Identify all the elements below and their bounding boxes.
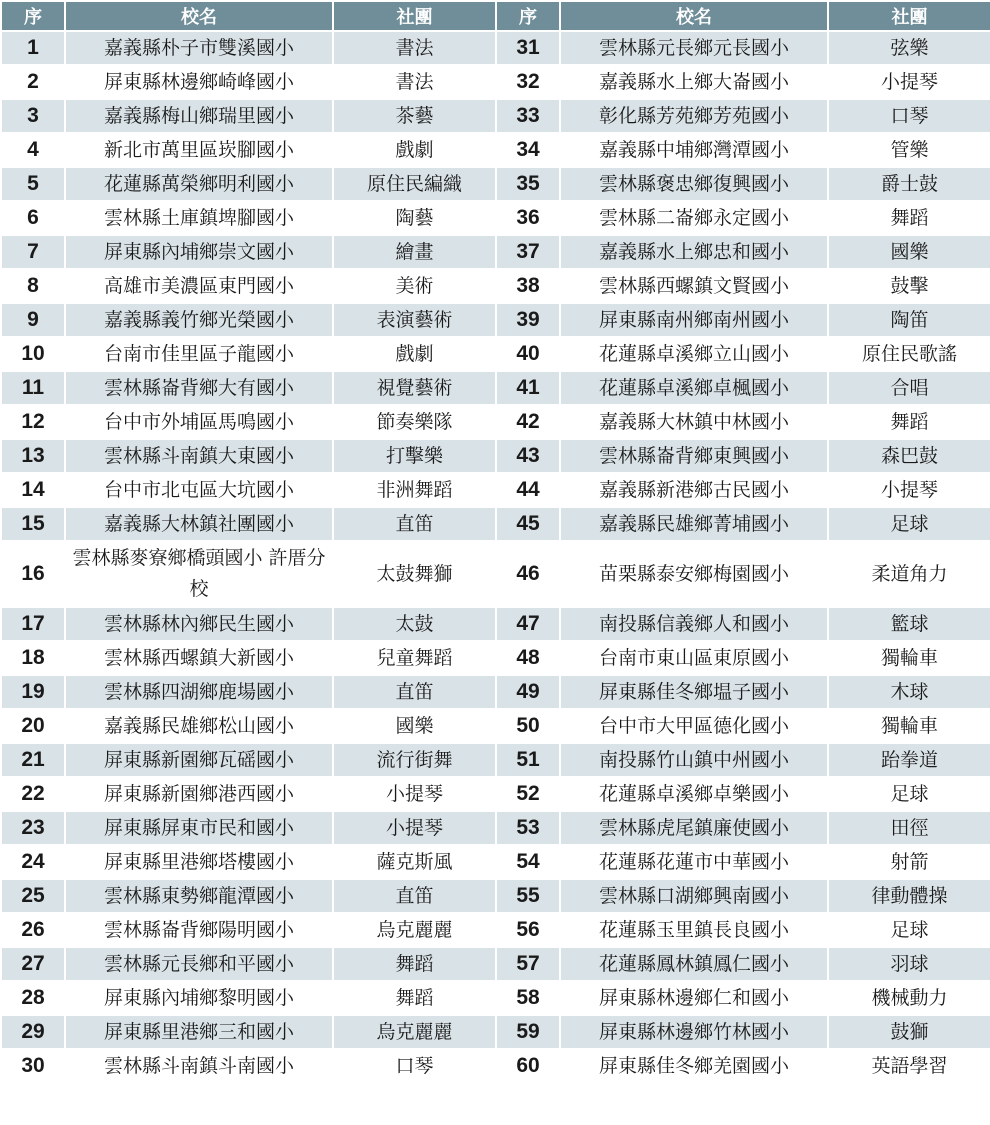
table-row <box>2 66 990 98</box>
club-name-cell: 戲劇 <box>334 134 495 166</box>
table-row <box>2 134 990 166</box>
school-name-cell: 屏東縣南州鄉南州國小 <box>561 304 827 336</box>
school-name-cell: 花蓮縣卓溪鄉立山國小 <box>561 338 827 370</box>
seq-cell: 36 <box>497 202 559 234</box>
school-name-cell: 屏東縣里港鄉三和國小 <box>66 1016 332 1048</box>
school-name-cell: 嘉義縣民雄鄉松山國小 <box>66 710 332 742</box>
seq-cell: 1 <box>2 32 64 64</box>
club-name-cell: 陶藝 <box>334 202 495 234</box>
club-name-cell: 兒童舞蹈 <box>334 642 495 674</box>
club-name-cell: 英語學習 <box>829 1050 990 1082</box>
school-name-cell: 嘉義縣梅山鄉瑞里國小 <box>66 100 332 132</box>
seq-cell: 23 <box>2 812 64 844</box>
school-name-cell: 新北市萬里區崁腳國小 <box>66 134 332 166</box>
seq-cell: 20 <box>2 710 64 742</box>
seq-cell: 24 <box>2 846 64 878</box>
school-name-cell: 高雄市美濃區東門國小 <box>66 270 332 302</box>
school-name-cell: 雲林縣元長鄉元長國小 <box>561 32 827 64</box>
school-name-cell: 雲林縣西螺鎮文賢國小 <box>561 270 827 302</box>
club-name-cell: 足球 <box>829 508 990 540</box>
club-name-cell: 律動體操 <box>829 880 990 912</box>
table-row <box>2 880 990 912</box>
seq-cell: 31 <box>497 32 559 64</box>
school-name-cell: 嘉義縣義竹鄉光榮國小 <box>66 304 332 336</box>
seq-cell: 9 <box>2 304 64 336</box>
school-name-cell: 台中市外埔區馬鳴國小 <box>66 406 332 438</box>
club-name-cell: 弦樂 <box>829 32 990 64</box>
seq-cell: 44 <box>497 474 559 506</box>
club-name-cell: 小提琴 <box>829 474 990 506</box>
school-name-cell: 花蓮縣萬榮鄉明利國小 <box>66 168 332 200</box>
seq-cell: 51 <box>497 744 559 776</box>
club-name-cell: 木球 <box>829 676 990 708</box>
header-club-left: 社團 <box>334 2 495 30</box>
club-name-cell: 薩克斯風 <box>334 846 495 878</box>
seq-cell: 27 <box>2 948 64 980</box>
club-name-cell: 烏克麗麗 <box>334 1016 495 1048</box>
seq-cell: 41 <box>497 372 559 404</box>
school-name-cell: 雲林縣東勢鄉龍潭國小 <box>66 880 332 912</box>
seq-cell: 14 <box>2 474 64 506</box>
school-name-cell: 花蓮縣鳳林鎮鳳仁國小 <box>561 948 827 980</box>
club-name-cell: 羽球 <box>829 948 990 980</box>
school-name-cell: 屏東縣內埔鄉崇文國小 <box>66 236 332 268</box>
table-row <box>2 710 990 742</box>
school-name-cell: 屏東縣新園鄉港西國小 <box>66 778 332 810</box>
school-name-cell: 嘉義縣朴子市雙溪國小 <box>66 32 332 64</box>
table-row <box>2 982 990 1014</box>
club-name-cell: 射箭 <box>829 846 990 878</box>
club-name-cell: 小提琴 <box>334 778 495 810</box>
seq-cell: 52 <box>497 778 559 810</box>
seq-cell: 57 <box>497 948 559 980</box>
club-name-cell: 非洲舞蹈 <box>334 474 495 506</box>
header-school-right: 校名 <box>561 2 827 30</box>
seq-cell: 34 <box>497 134 559 166</box>
club-name-cell: 口琴 <box>334 1050 495 1082</box>
seq-cell: 48 <box>497 642 559 674</box>
school-name-cell: 台南市佳里區子龍國小 <box>66 338 332 370</box>
club-name-cell: 舞蹈 <box>334 948 495 980</box>
club-name-cell: 書法 <box>334 32 495 64</box>
club-name-cell: 森巴鼓 <box>829 440 990 472</box>
seq-cell: 30 <box>2 1050 64 1082</box>
table-row <box>2 542 990 606</box>
table-row <box>2 508 990 540</box>
club-name-cell: 戲劇 <box>334 338 495 370</box>
header-seq-right: 序 <box>497 2 559 30</box>
club-name-cell: 美術 <box>334 270 495 302</box>
school-name-cell: 屏東縣林邊鄉竹林國小 <box>561 1016 827 1048</box>
seq-cell: 42 <box>497 406 559 438</box>
header-club-right: 社團 <box>829 2 990 30</box>
seq-cell: 15 <box>2 508 64 540</box>
club-name-cell: 獨輪車 <box>829 642 990 674</box>
school-name-cell: 屏東縣屏東市民和國小 <box>66 812 332 844</box>
seq-cell: 49 <box>497 676 559 708</box>
club-name-cell: 太鼓 <box>334 608 495 640</box>
header-seq-left: 序 <box>2 2 64 30</box>
seq-cell: 39 <box>497 304 559 336</box>
school-name-cell: 屏東縣佳冬鄉羌園國小 <box>561 1050 827 1082</box>
club-name-cell: 表演藝術 <box>334 304 495 336</box>
seq-cell: 50 <box>497 710 559 742</box>
school-name-cell: 嘉義縣大林鎮社團國小 <box>66 508 332 540</box>
school-name-cell: 花蓮縣卓溪鄉卓楓國小 <box>561 372 827 404</box>
club-name-cell: 柔道角力 <box>829 542 990 606</box>
club-name-cell: 田徑 <box>829 812 990 844</box>
club-name-cell: 舞蹈 <box>334 982 495 1014</box>
table-row <box>2 846 990 878</box>
school-name-cell: 嘉義縣民雄鄉菁埔國小 <box>561 508 827 540</box>
seq-cell: 29 <box>2 1016 64 1048</box>
school-name-cell: 嘉義縣新港鄉古民國小 <box>561 474 827 506</box>
club-name-cell: 節奏樂隊 <box>334 406 495 438</box>
seq-cell: 17 <box>2 608 64 640</box>
club-name-cell: 烏克麗麗 <box>334 914 495 946</box>
club-name-cell: 管樂 <box>829 134 990 166</box>
club-name-cell: 原住民編織 <box>334 168 495 200</box>
seq-cell: 56 <box>497 914 559 946</box>
table-row <box>2 236 990 268</box>
school-name-cell: 雲林縣口湖鄉興南國小 <box>561 880 827 912</box>
school-name-cell: 彰化縣芳苑鄉芳苑國小 <box>561 100 827 132</box>
school-name-cell: 雲林縣崙背鄉東興國小 <box>561 440 827 472</box>
club-name-cell: 直笛 <box>334 880 495 912</box>
table-row <box>2 1050 990 1082</box>
school-name-cell: 屏東縣佳冬鄉塭子國小 <box>561 676 827 708</box>
seq-cell: 40 <box>497 338 559 370</box>
table-row <box>2 270 990 302</box>
table-row <box>2 202 990 234</box>
seq-cell: 46 <box>497 542 559 606</box>
seq-cell: 16 <box>2 542 64 606</box>
school-name-cell: 雲林縣虎尾鎮廉使國小 <box>561 812 827 844</box>
school-name-cell: 屏東縣林邊鄉崎峰國小 <box>66 66 332 98</box>
seq-cell: 60 <box>497 1050 559 1082</box>
school-name-cell: 雲林縣麥寮鄉橋頭國小 許厝分校 <box>66 542 332 606</box>
seq-cell: 58 <box>497 982 559 1014</box>
school-name-cell: 花蓮縣卓溪鄉卓樂國小 <box>561 778 827 810</box>
table-row <box>2 608 990 640</box>
seq-cell: 10 <box>2 338 64 370</box>
seq-cell: 35 <box>497 168 559 200</box>
school-name-cell: 苗栗縣泰安鄉梅園國小 <box>561 542 827 606</box>
school-name-cell: 雲林縣斗南鎮大東國小 <box>66 440 332 472</box>
school-name-cell: 嘉義縣水上鄉大崙國小 <box>561 66 827 98</box>
school-name-cell: 南投縣信義鄉人和國小 <box>561 608 827 640</box>
school-name-cell: 屏東縣林邊鄉仁和國小 <box>561 982 827 1014</box>
table-row <box>2 914 990 946</box>
club-name-cell: 鼓擊 <box>829 270 990 302</box>
school-name-cell: 嘉義縣水上鄉忠和國小 <box>561 236 827 268</box>
club-name-cell: 舞蹈 <box>829 406 990 438</box>
table-row <box>2 440 990 472</box>
seq-cell: 5 <box>2 168 64 200</box>
seq-cell: 2 <box>2 66 64 98</box>
table-row <box>2 304 990 336</box>
seq-cell: 6 <box>2 202 64 234</box>
seq-cell: 8 <box>2 270 64 302</box>
seq-cell: 4 <box>2 134 64 166</box>
school-name-cell: 雲林縣二崙鄉永定國小 <box>561 202 827 234</box>
seq-cell: 21 <box>2 744 64 776</box>
club-name-cell: 鼓獅 <box>829 1016 990 1048</box>
table-row <box>2 948 990 980</box>
seq-cell: 7 <box>2 236 64 268</box>
club-name-cell: 合唱 <box>829 372 990 404</box>
club-name-cell: 茶藝 <box>334 100 495 132</box>
school-name-cell: 雲林縣褒忠鄉復興國小 <box>561 168 827 200</box>
school-name-cell: 台南市東山區東原國小 <box>561 642 827 674</box>
club-name-cell: 原住民歌謠 <box>829 338 990 370</box>
school-name-cell: 雲林縣崙背鄉陽明國小 <box>66 914 332 946</box>
table-row <box>2 676 990 708</box>
club-name-cell: 小提琴 <box>334 812 495 844</box>
seq-cell: 28 <box>2 982 64 1014</box>
club-name-cell: 太鼓舞獅 <box>334 542 495 606</box>
club-name-cell: 書法 <box>334 66 495 98</box>
school-name-cell: 花蓮縣花蓮市中華國小 <box>561 846 827 878</box>
club-name-cell: 口琴 <box>829 100 990 132</box>
seq-cell: 38 <box>497 270 559 302</box>
school-name-cell: 嘉義縣大林鎮中林國小 <box>561 406 827 438</box>
seq-cell: 13 <box>2 440 64 472</box>
seq-cell: 54 <box>497 846 559 878</box>
table-row <box>2 338 990 370</box>
school-name-cell: 台中市北屯區大坑國小 <box>66 474 332 506</box>
club-name-cell: 舞蹈 <box>829 202 990 234</box>
club-name-cell: 跆拳道 <box>829 744 990 776</box>
club-name-cell: 獨輪車 <box>829 710 990 742</box>
seq-cell: 37 <box>497 236 559 268</box>
table-row <box>2 406 990 438</box>
school-name-cell: 雲林縣西螺鎮大新國小 <box>66 642 332 674</box>
school-name-cell: 屏東縣新園鄉瓦磘國小 <box>66 744 332 776</box>
school-name-cell: 雲林縣崙背鄉大有國小 <box>66 372 332 404</box>
table-row <box>2 744 990 776</box>
seq-cell: 43 <box>497 440 559 472</box>
seq-cell: 11 <box>2 372 64 404</box>
club-name-cell: 機械動力 <box>829 982 990 1014</box>
club-name-cell: 爵士鼓 <box>829 168 990 200</box>
header-row <box>2 2 990 30</box>
seq-cell: 59 <box>497 1016 559 1048</box>
club-name-cell: 陶笛 <box>829 304 990 336</box>
seq-cell: 3 <box>2 100 64 132</box>
table-row <box>2 474 990 506</box>
seq-cell: 26 <box>2 914 64 946</box>
seq-cell: 53 <box>497 812 559 844</box>
table-row <box>2 372 990 404</box>
school-name-cell: 屏東縣內埔鄉黎明國小 <box>66 982 332 1014</box>
club-name-cell: 籃球 <box>829 608 990 640</box>
club-name-cell: 直笛 <box>334 676 495 708</box>
club-name-cell: 足球 <box>829 778 990 810</box>
table-row <box>2 778 990 810</box>
header-school-left: 校名 <box>66 2 332 30</box>
club-name-cell: 繪畫 <box>334 236 495 268</box>
seq-cell: 32 <box>497 66 559 98</box>
seq-cell: 45 <box>497 508 559 540</box>
table-row <box>2 1016 990 1048</box>
club-name-cell: 小提琴 <box>829 66 990 98</box>
seq-cell: 19 <box>2 676 64 708</box>
club-name-cell: 流行街舞 <box>334 744 495 776</box>
seq-cell: 12 <box>2 406 64 438</box>
club-name-cell: 視覺藝術 <box>334 372 495 404</box>
table-row <box>2 812 990 844</box>
table-row <box>2 642 990 674</box>
school-name-cell: 花蓮縣玉里鎮長良國小 <box>561 914 827 946</box>
seq-cell: 33 <box>497 100 559 132</box>
club-name-cell: 打擊樂 <box>334 440 495 472</box>
school-name-cell: 南投縣竹山鎮中州國小 <box>561 744 827 776</box>
school-name-cell: 雲林縣四湖鄉鹿場國小 <box>66 676 332 708</box>
table-row <box>2 100 990 132</box>
school-name-cell: 雲林縣林內鄉民生國小 <box>66 608 332 640</box>
school-name-cell: 雲林縣斗南鎮斗南國小 <box>66 1050 332 1082</box>
seq-cell: 47 <box>497 608 559 640</box>
seq-cell: 22 <box>2 778 64 810</box>
club-name-cell: 足球 <box>829 914 990 946</box>
school-name-cell: 嘉義縣中埔鄉灣潭國小 <box>561 134 827 166</box>
seq-cell: 18 <box>2 642 64 674</box>
table-row <box>2 32 990 64</box>
school-name-cell: 雲林縣土庫鎮埤腳國小 <box>66 202 332 234</box>
club-name-cell: 直笛 <box>334 508 495 540</box>
club-name-cell: 國樂 <box>829 236 990 268</box>
seq-cell: 55 <box>497 880 559 912</box>
school-name-cell: 屏東縣里港鄉塔樓國小 <box>66 846 332 878</box>
seq-cell: 25 <box>2 880 64 912</box>
school-name-cell: 台中市大甲區德化國小 <box>561 710 827 742</box>
club-name-cell: 國樂 <box>334 710 495 742</box>
table-row <box>2 168 990 200</box>
school-name-cell: 雲林縣元長鄉和平國小 <box>66 948 332 980</box>
